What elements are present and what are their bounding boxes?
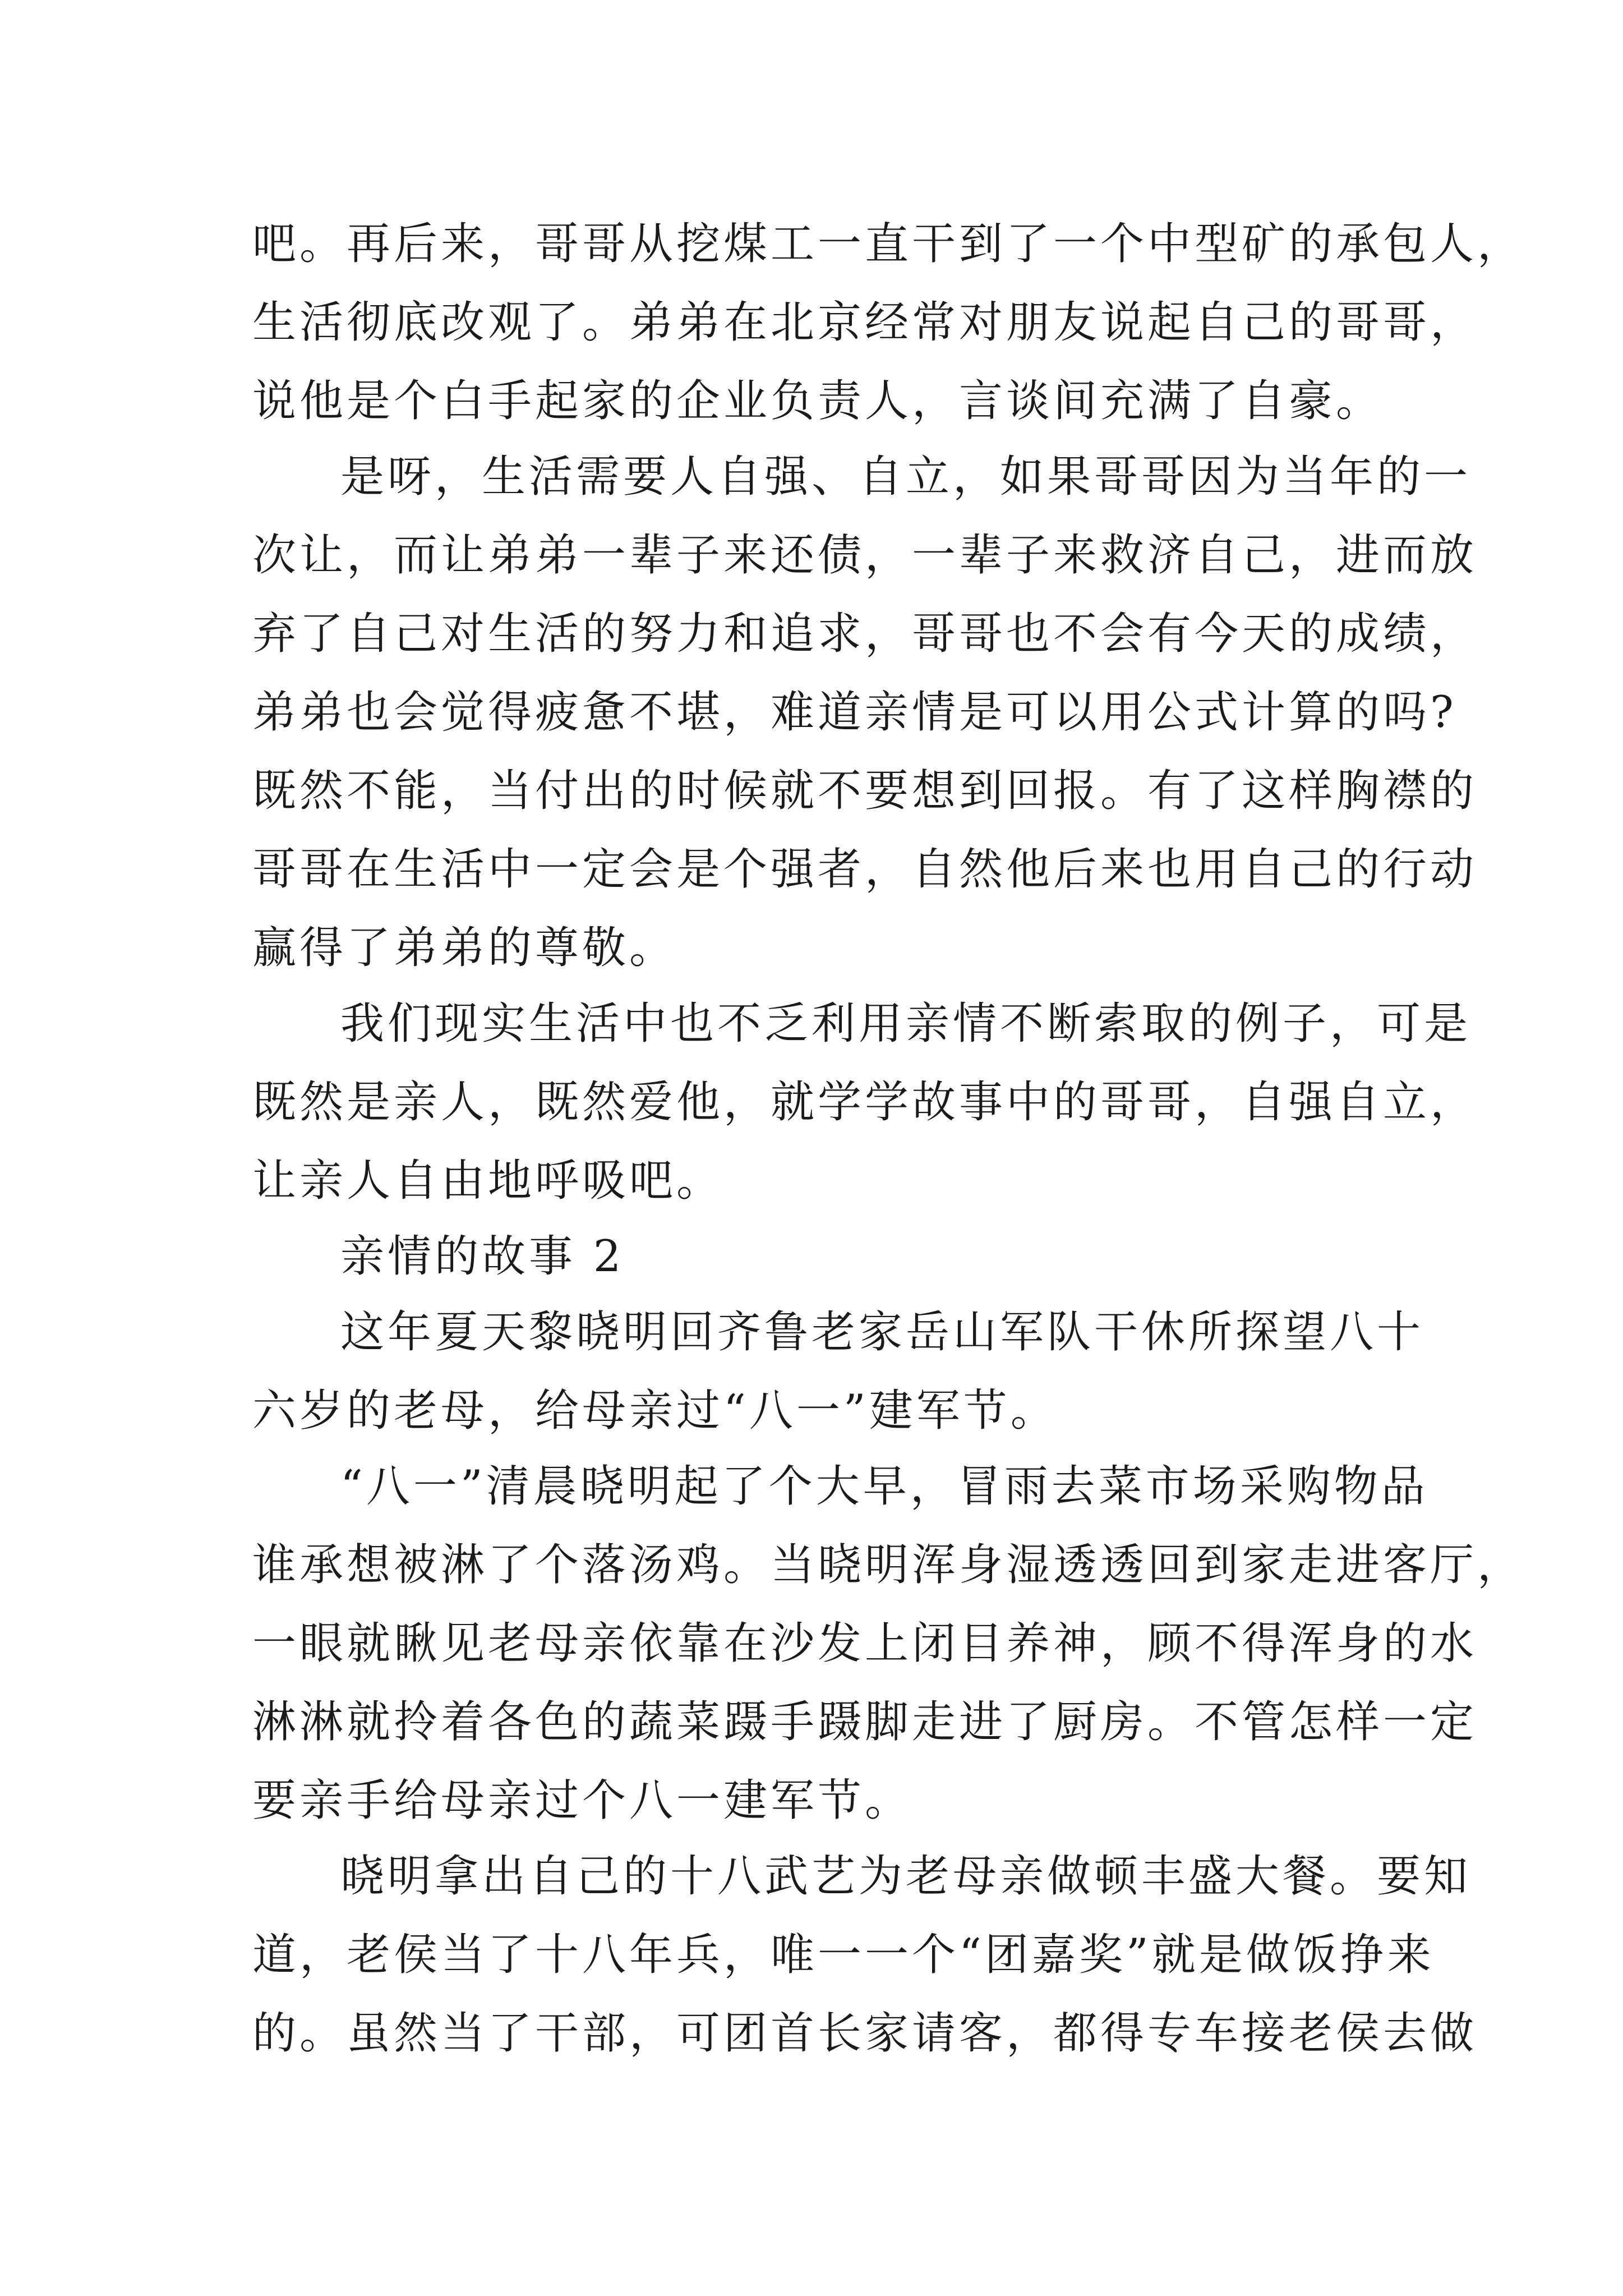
text-line: 既然不能，当付出的时候就不要想到回报。有了这样胸襟的	[252, 766, 1478, 816]
text-line: 淋淋就拎着各色的蔬菜蹑手蹑脚走进了厨房。不管怎样一定	[252, 1697, 1478, 1747]
text-line: 让亲人自由地呼吸吧。	[252, 1156, 724, 1206]
text-line: 说他是个白手起家的企业负责人，言谈间充满了自豪。	[252, 376, 1384, 426]
text-line: 六岁的老母，给母亲过“八一”建军节。	[252, 1386, 1058, 1436]
text-line: 弟弟也会觉得疲惫不堪，难道亲情是可以用公式计算的吗?	[252, 687, 1457, 738]
text-line: 赢得了弟弟的尊敬。	[252, 923, 677, 973]
text-line: 道，老侯当了十八年兵，唯一一个“团嘉奖”就是做饭挣来	[252, 1930, 1435, 1980]
text-line: 次让，而让弟弟一辈子来还债，一辈子来救济自己，进而放	[252, 530, 1478, 581]
text-line: 弃了自己对生活的努力和追求，哥哥也不会有今天的成绩，	[252, 609, 1478, 659]
text-line: “八一”清晨晓明起了个大早，冒雨去菜市场采购物品	[340, 1461, 1428, 1512]
text-line: 谁承想被淋了个落汤鸡。当晓明浑身湿透透回到家走进客厅，	[252, 1540, 1525, 1590]
text-line: 既然是亲人，既然爱他，就学学故事中的哥哥，自强自立，	[252, 1077, 1478, 1128]
text-line: 的。虽然当了干部，可团首长家请客，都得专车接老侯去做	[252, 2008, 1478, 2059]
text-line: 晓明拿出自己的十八武艺为老母亲做顿丰盛大餐。要知	[340, 1851, 1472, 1902]
text-line: 要亲手给母亲过个八一建军节。	[252, 1775, 912, 1826]
text-line: 一眼就瞅见老母亲依靠在沙发上闭目养神，顾不得浑身的水	[252, 1618, 1478, 1669]
text-line: 生活彻底改观了。弟弟在北京经常对朋友说起自己的哥哥，	[252, 297, 1478, 348]
text-line: 是呀，生活需要人自强、自立，如果哥哥因为当年的一	[340, 452, 1472, 502]
text-line: 我们现实生活中也不乏利用亲情不断索取的例子，可是	[340, 999, 1472, 1049]
section-heading: 亲情的故事 2	[340, 1231, 625, 1282]
text-line: 吧。再后来，哥哥从挖煤工一直干到了一个中型矿的承包人，	[252, 219, 1525, 269]
text-line: 这年夏天黎晓明回齐鲁老家岳山军队干休所探望八十	[340, 1307, 1424, 1358]
text-line: 哥哥在生活中一定会是个强者，自然他后来也用自己的行动	[252, 844, 1478, 895]
